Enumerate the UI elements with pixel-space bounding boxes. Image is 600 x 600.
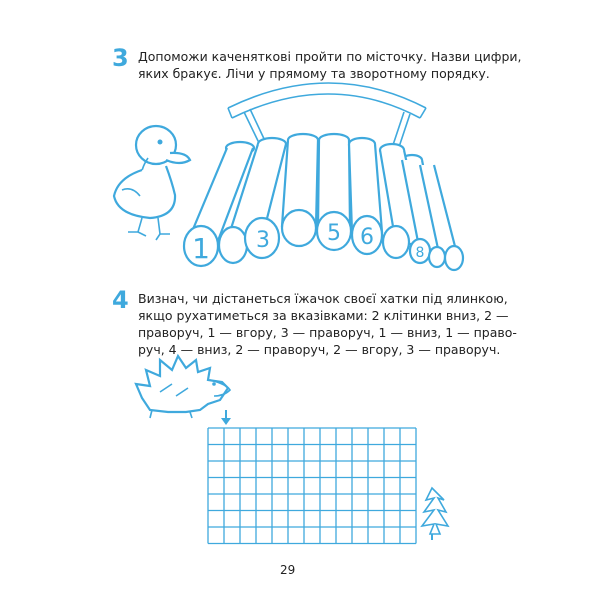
log-number-1: 1 [192,232,210,265]
movement-grid [208,428,416,544]
duckling-illustration [114,126,190,240]
log-number-3: 3 [256,228,270,253]
task-4-line-4: руч, 4 — вниз, 2 — праворуч, 2 — вгору, 3 — праворуч. [138,342,501,357]
task-4-number: 4 [112,286,129,314]
start-arrow-icon [221,410,231,425]
task-4-text [138,290,517,358]
task-4-line-1: Визнач, чи дістанеться їжачок своєї хатки під ялинкою, [138,291,508,306]
hedgehog-illustration [136,356,230,418]
log-number-5: 5 [327,221,341,246]
log-number-6: 6 [360,225,374,250]
task-3-number: 3 [112,44,129,72]
task-3-line-1: Допоможи каченяткові пройти по місточку. Назви цифри, [138,49,522,64]
fir-tree-icon [422,488,448,540]
task-3-line-2: яких бракує. Лічи у прямому та зворотному порядку. [138,66,490,81]
task-4-line-3: праворуч, 1 — вгору, 3 — праворуч, 1 — вниз, 1 — право- [138,325,517,340]
log-number-8: 8 [415,245,425,261]
bridge-logs [184,134,463,270]
page-number: 29 [280,563,296,577]
task-4-line-2: якщо рухатиметься за вказівками: 2 клітинки вниз, 2 — [138,308,509,323]
